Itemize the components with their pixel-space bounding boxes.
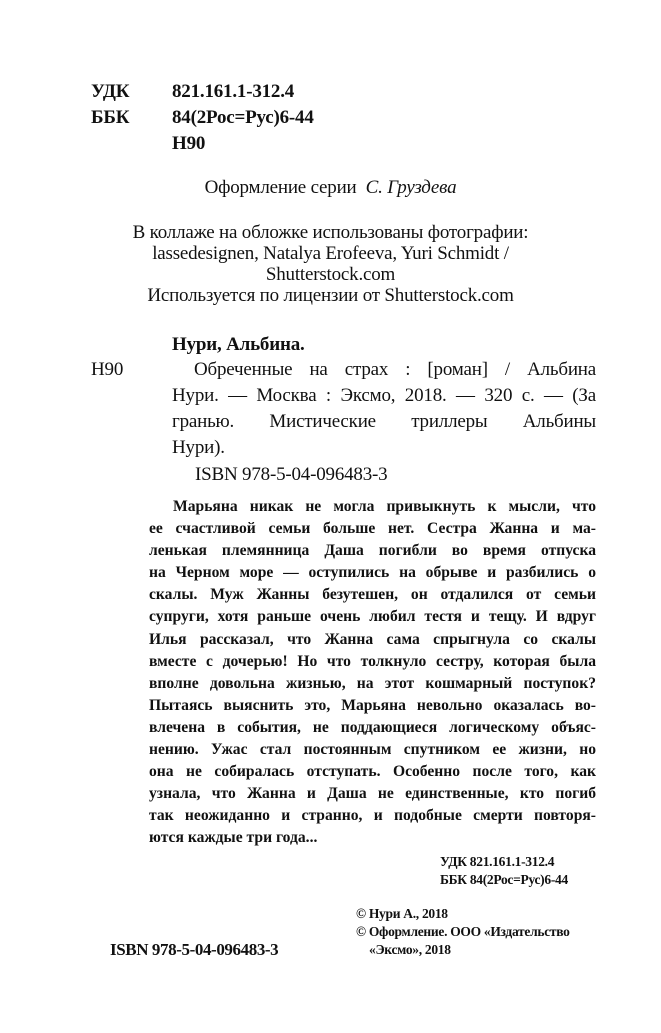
annotation-line: скалы. Муж Жанны безутешен, он отдалился от семьи — [149, 586, 596, 604]
annotation-line: вместе с дочерью! Но что толкнуло сестру, которая была — [149, 652, 596, 670]
annotation-line: влечена в события, не поддающиеся логическому объяс- — [149, 718, 596, 736]
entry-line: гранью. Мистические триллеры Альбины — [172, 411, 596, 432]
annotation-line: Пытаясь выяснить это, Марьяна невольно оказалась во- — [149, 696, 596, 714]
design-credit — [0, 177, 661, 198]
photo-credits-line: Используется по лицензии от Shutterstock.com — [147, 285, 514, 306]
photo-credits-line: Shutterstock.com — [265, 264, 396, 285]
copyright-author: © Нури А., 2018 — [356, 906, 448, 921]
udk-label: УДК — [91, 81, 130, 102]
annotation-line: ленькая племянница Даша погибли во время отпуска — [149, 542, 596, 560]
photo-credits-line: lassedesignen, Natalya Erofeeva, Yuri Schmidt / — [152, 243, 509, 264]
bottom-bbk: ББК 84(2Рос=Рус)6-44 — [440, 872, 568, 887]
annotation-line: вполне довольна жизнью, на этот кошмарный поступок? — [149, 674, 596, 692]
annotation-line: узнала, что Жанна и Даша не единственные, кто погиб — [149, 785, 596, 803]
bbk-label: ББК — [91, 107, 130, 128]
annotation-line: на Черном море — оступились на обрыве и разбились о — [149, 564, 596, 582]
annotation — [149, 496, 596, 850]
bottom-isbn: ISBN 978-5-04-096483-3 — [110, 940, 279, 959]
annotation-line: Марьяна никак не могла привыкнуть к мысли, что — [173, 498, 596, 515]
author-heading: Нури, Альбина. — [172, 334, 305, 355]
design-credit-label: Оформление серии — [204, 177, 357, 198]
entry-line: Обреченные на страх : [роман] / Альбина — [194, 359, 596, 380]
annotation-line: она не собиралась отступать. Особенно после того, как — [149, 763, 596, 781]
designer-name: С. Груздева — [365, 177, 457, 198]
udk-value: 821.161.1-312.4 — [172, 81, 295, 102]
copyright-publisher: «Эксмо», 2018 — [369, 942, 451, 957]
entry-sign: Н90 — [91, 359, 124, 380]
bbk-value: 84(2Рос=Рус)6-44 — [172, 107, 314, 128]
annotation-line: супруги, хотя раньше очень любил тестя и тещу. И вдруг — [149, 608, 596, 626]
photo-credits-line: В коллаже на обложке использованы фотографии: — [132, 222, 529, 243]
entry-line: Нури. — Москва : Эксмо, 2018. — 320 с. — (За — [172, 385, 596, 406]
bottom-udk: УДК 821.161.1-312.4 — [440, 854, 555, 869]
entry-isbn: ISBN 978-5-04-096483-3 — [195, 464, 388, 485]
annotation-line: Илья рассказал, что Жанна сама спрыгнула со скалы — [149, 630, 596, 648]
annotation-line: так неожиданно и странно, и подобные смерти повторя- — [149, 807, 596, 825]
copyright-design: © Оформление. ООО «Издательство — [356, 924, 570, 939]
entry-line: Нури). — [172, 437, 225, 458]
annotation-line: нению. Ужас стал постоянным спутником ее жизни, но — [149, 741, 596, 759]
author-sign: Н90 — [172, 133, 206, 154]
annotation-line: ются каждые три года... — [149, 829, 318, 847]
annotation-line: ее счастливой семьи больше нет. Сестра Жанна и ма- — [149, 520, 596, 538]
